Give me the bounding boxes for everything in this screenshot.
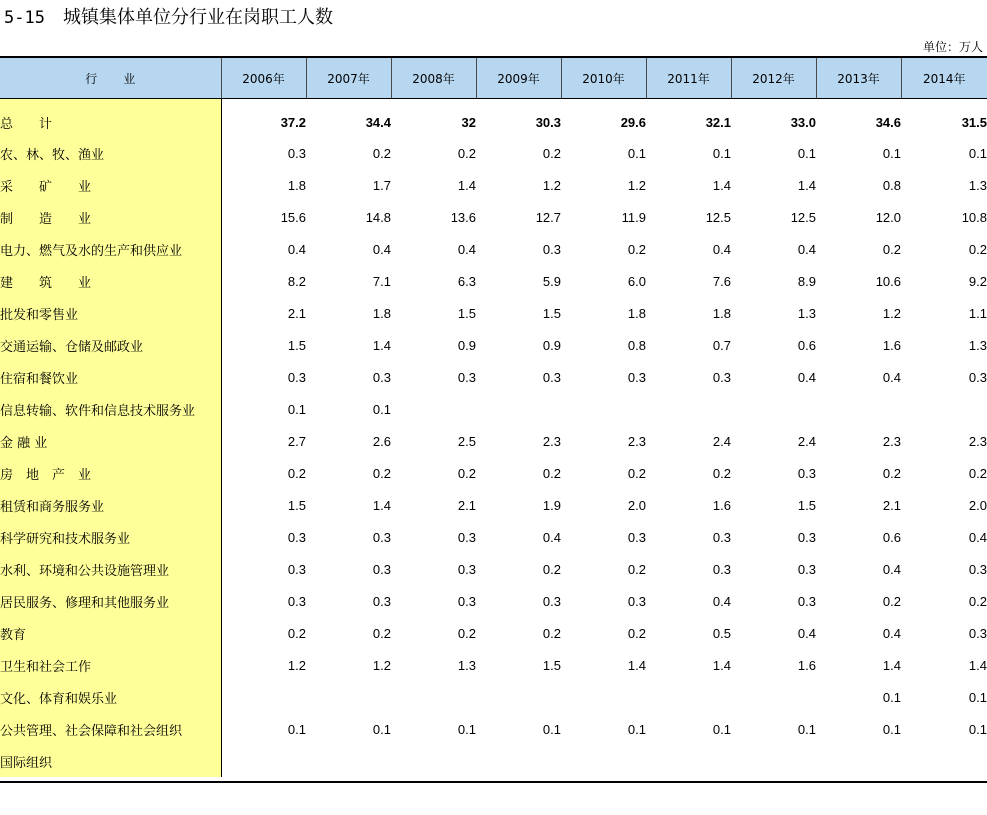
cell-value: 2.3 [627, 433, 646, 449]
cell-value: 7.6 [712, 273, 731, 289]
cell-value [816, 393, 901, 425]
cell-value: 1.8 [372, 305, 391, 321]
cell-value: 37.2 [280, 114, 306, 130]
cell-value: 1.5 [797, 497, 816, 513]
cell-value: 32 [461, 114, 476, 130]
cell-value: 8.2 [287, 273, 306, 289]
cell-value: 0.6 [882, 529, 901, 545]
cell-value [391, 681, 476, 713]
cell-value: 0.4 [712, 593, 731, 609]
cell-value: 0.1 [968, 689, 987, 705]
cell-value: 0.3 [797, 561, 816, 577]
cell-value: 0.3 [542, 369, 561, 385]
cell-value: 1.5 [542, 657, 561, 673]
cell-value: 0.2 [372, 145, 391, 161]
cell-value: 34.6 [875, 114, 901, 130]
cell-value: 1.2 [372, 657, 391, 673]
row-label: 制 造 业 [0, 201, 221, 233]
row-label: 国际组织 [0, 745, 221, 777]
cell-value: 12.0 [875, 209, 901, 225]
cell-value: 2.1 [457, 497, 476, 513]
table-number: 5-15 [4, 8, 45, 28]
cell-value [646, 393, 731, 425]
cell-value: 0.3 [457, 593, 476, 609]
cell-value: 0.2 [968, 241, 987, 257]
cell-value: 10.8 [961, 209, 987, 225]
cell-value [306, 681, 391, 713]
cell-value: 1.5 [287, 337, 306, 353]
row-label: 房 地 产 业 [0, 457, 221, 489]
row-label: 电力、燃气及水的生产和供应业 [0, 233, 221, 265]
row-label: 交通运输、仓储及邮政业 [0, 329, 221, 361]
cell-value: 0.3 [457, 529, 476, 545]
cell-value: 1.4 [882, 657, 901, 673]
cell-value: 1.5 [542, 305, 561, 321]
cell-value: 0.3 [542, 593, 561, 609]
table-row [0, 617, 987, 649]
cell-value: 0.3 [542, 241, 561, 257]
row-label: 水利、环境和公共设施管理业 [0, 553, 221, 585]
cell-value: 0.2 [712, 465, 731, 481]
table-row [0, 393, 987, 425]
cell-value: 34.4 [365, 114, 391, 130]
unit-label: 单位：万人 [922, 40, 983, 54]
table-row [0, 489, 987, 521]
row-label: 卫生和社会工作 [0, 649, 221, 681]
row-label: 租赁和商务服务业 [0, 489, 221, 521]
table-row [0, 201, 987, 233]
cell-value: 0.2 [457, 625, 476, 641]
cell-value [816, 745, 901, 777]
cell-value: 0.4 [797, 369, 816, 385]
cell-value: 1.1 [968, 305, 987, 321]
row-label: 批发和零售业 [0, 297, 221, 329]
header-year: 2008年 [391, 58, 476, 99]
cell-value: 0.4 [797, 625, 816, 641]
cell-value [731, 393, 816, 425]
cell-value: 6.3 [457, 273, 476, 289]
table-row [0, 169, 987, 201]
cell-value: 1.2 [627, 177, 646, 193]
row-label: 住宿和餐饮业 [0, 361, 221, 393]
cell-value: 0.3 [372, 593, 391, 609]
cell-value: 2.1 [882, 497, 901, 513]
row-label: 信息转输、软件和信息技术服务业 [0, 393, 221, 425]
cell-value: 0.2 [542, 625, 561, 641]
row-label: 农、林、牧、渔业 [0, 137, 221, 169]
cell-value: 0.4 [797, 241, 816, 257]
cell-value [646, 681, 731, 713]
table-row [0, 585, 987, 617]
cell-value: 0.4 [372, 241, 391, 257]
cell-value: 0.1 [287, 401, 306, 417]
cell-value: 0.3 [287, 529, 306, 545]
cell-value: 0.2 [542, 465, 561, 481]
table-row [0, 681, 987, 713]
cell-value: 0.1 [542, 721, 561, 737]
cell-value [731, 681, 816, 713]
cell-value: 1.4 [457, 177, 476, 193]
cell-value: 0.2 [372, 625, 391, 641]
cell-value: 2.0 [627, 497, 646, 513]
cell-value: 1.3 [968, 177, 987, 193]
cell-value [561, 393, 646, 425]
cell-value: 0.3 [968, 625, 987, 641]
cell-value: 12.7 [535, 209, 561, 225]
table-row [0, 329, 987, 361]
row-label: 公共管理、社会保障和社会组织 [0, 713, 221, 745]
row-label: 建 筑 业 [0, 265, 221, 297]
cell-value: 0.1 [882, 145, 901, 161]
header-year: 2009年 [476, 58, 561, 99]
cell-value: 0.4 [457, 241, 476, 257]
cell-value: 0.5 [712, 625, 731, 641]
cell-value: 2.3 [542, 433, 561, 449]
cell-value: 30.3 [535, 114, 561, 130]
header-year: 2014年 [901, 58, 987, 99]
cell-value: 0.3 [457, 561, 476, 577]
cell-value: 0.4 [287, 241, 306, 257]
cell-value: 1.2 [542, 177, 561, 193]
cell-value: 1.2 [882, 305, 901, 321]
cell-value: 32.1 [705, 114, 731, 130]
cell-value: 0.4 [882, 625, 901, 641]
cell-value: 0.2 [287, 465, 306, 481]
cell-value: 8.9 [797, 273, 816, 289]
cell-value: 0.3 [712, 369, 731, 385]
cell-value: 0.4 [882, 561, 901, 577]
table-row [0, 457, 987, 489]
cell-value: 1.6 [712, 497, 731, 513]
header-year: 2013年 [816, 58, 901, 99]
cell-value: 0.2 [457, 465, 476, 481]
row-label: 居民服务、修理和其他服务业 [0, 585, 221, 617]
cell-value: 0.2 [882, 593, 901, 609]
cell-value [561, 681, 646, 713]
table-row [0, 137, 987, 169]
header-year: 2007年 [306, 58, 391, 99]
cell-value: 0.3 [287, 145, 306, 161]
cell-value: 15.6 [280, 209, 306, 225]
cell-value: 2.3 [968, 433, 987, 449]
cell-value: 0.9 [457, 337, 476, 353]
header-industry: 行业 [0, 58, 221, 99]
cell-value: 0.2 [627, 241, 646, 257]
cell-value: 1.8 [287, 177, 306, 193]
cell-value: 0.2 [287, 625, 306, 641]
cell-value: 0.3 [372, 369, 391, 385]
cell-value: 0.2 [542, 561, 561, 577]
cell-value: 13.6 [450, 209, 476, 225]
cell-value: 2.5 [457, 433, 476, 449]
cell-value: 7.1 [372, 273, 391, 289]
cell-value: 5.9 [542, 273, 561, 289]
cell-value: 0.2 [968, 465, 987, 481]
cell-value [476, 745, 561, 777]
cell-value: 6.0 [627, 273, 646, 289]
cell-value: 0.1 [968, 721, 987, 737]
cell-value: 0.3 [287, 561, 306, 577]
cell-value [306, 745, 391, 777]
cell-value: 2.4 [712, 433, 731, 449]
cell-value: 0.3 [287, 369, 306, 385]
cell-value: 0.3 [797, 593, 816, 609]
cell-value: 1.4 [712, 177, 731, 193]
cell-value: 1.4 [372, 497, 391, 513]
cell-value: 1.6 [797, 657, 816, 673]
table-row [0, 233, 987, 265]
cell-value: 1.7 [372, 177, 391, 193]
cell-value: 0.2 [627, 465, 646, 481]
cell-value: 29.6 [620, 114, 646, 130]
header-year: 2011年 [646, 58, 731, 99]
table-row [0, 297, 987, 329]
cell-value: 1.6 [882, 337, 901, 353]
cell-value: 0.2 [882, 465, 901, 481]
cell-value: 12.5 [790, 209, 816, 225]
row-label: 金 融 业 [0, 425, 221, 457]
cell-value: 14.8 [365, 209, 391, 225]
cell-value: 2.4 [797, 433, 816, 449]
table-row [0, 361, 987, 393]
cell-value: 1.4 [372, 337, 391, 353]
cell-value: 0.1 [457, 721, 476, 737]
cell-value: 0.3 [372, 561, 391, 577]
cell-value: 0.6 [797, 337, 816, 353]
cell-value: 2.7 [287, 433, 306, 449]
table-title: 城镇集体单位分行业在岗职工人数 [62, 7, 333, 28]
cell-value: 0.4 [882, 369, 901, 385]
cell-value: 1.5 [457, 305, 476, 321]
cell-value: 0.3 [457, 369, 476, 385]
cell-value: 0.2 [542, 145, 561, 161]
cell-value: 0.1 [712, 145, 731, 161]
header-row [0, 58, 987, 99]
cell-value: 0.8 [627, 337, 646, 353]
table-body [0, 99, 987, 778]
table-row [0, 553, 987, 585]
cell-value: 0.3 [797, 529, 816, 545]
cell-value: 33.0 [790, 114, 816, 130]
cell-value: 2.3 [882, 433, 901, 449]
cell-value: 0.1 [968, 145, 987, 161]
row-label: 文化、体育和娱乐业 [0, 681, 221, 713]
table-row [0, 265, 987, 297]
cell-value: 0.2 [882, 241, 901, 257]
cell-value: 0.3 [372, 529, 391, 545]
cell-value: 0.1 [287, 721, 306, 737]
cell-value: 0.1 [797, 721, 816, 737]
cell-value [476, 681, 561, 713]
cell-value [901, 393, 987, 425]
cell-value: 0.3 [797, 465, 816, 481]
cell-value: 1.5 [287, 497, 306, 513]
cell-value: 1.4 [968, 657, 987, 673]
cell-value: 0.2 [372, 465, 391, 481]
cell-value: 0.4 [712, 241, 731, 257]
cell-value: 0.2 [457, 145, 476, 161]
cell-value: 1.4 [712, 657, 731, 673]
cell-value: 1.2 [287, 657, 306, 673]
cell-value: 0.4 [968, 529, 987, 545]
cell-value: 0.3 [287, 593, 306, 609]
cell-value [561, 745, 646, 777]
cell-value: 0.1 [797, 145, 816, 161]
table-row [0, 649, 987, 681]
total-row [0, 99, 987, 138]
cell-value: 0.1 [627, 145, 646, 161]
cell-value [221, 745, 306, 777]
row-label: 教育 [0, 617, 221, 649]
cell-value: 0.8 [882, 177, 901, 193]
cell-value: 1.3 [797, 305, 816, 321]
bottom-rule [0, 781, 987, 783]
cell-value: 1.9 [542, 497, 561, 513]
cell-value: 1.3 [457, 657, 476, 673]
cell-value [476, 393, 561, 425]
cell-value: 0.3 [627, 529, 646, 545]
cell-value: 0.2 [627, 625, 646, 641]
page-title [4, 6, 333, 30]
header-year: 2010年 [561, 58, 646, 99]
cell-value: 0.1 [712, 721, 731, 737]
row-label: 采 矿 业 [0, 169, 221, 201]
cell-value [221, 681, 306, 713]
cell-value [901, 745, 987, 777]
row-label: 科学研究和技术服务业 [0, 521, 221, 553]
cell-value [391, 745, 476, 777]
cell-value: 0.3 [712, 561, 731, 577]
cell-value: 0.3 [627, 369, 646, 385]
cell-value: 1.4 [797, 177, 816, 193]
cell-value: 0.3 [627, 593, 646, 609]
cell-value: 2.0 [968, 497, 987, 513]
cell-value: 0.3 [968, 369, 987, 385]
header-year: 2012年 [731, 58, 816, 99]
header-year: 2006年 [221, 58, 306, 99]
cell-value: 1.3 [968, 337, 987, 353]
row-label: 总 计 [0, 99, 221, 138]
cell-value: 0.9 [542, 337, 561, 353]
cell-value: 0.1 [882, 689, 901, 705]
table-row [0, 521, 987, 553]
data-table [0, 58, 987, 777]
cell-value: 0.2 [968, 593, 987, 609]
cell-value [731, 745, 816, 777]
cell-value: 31.5 [961, 114, 987, 130]
table-row [0, 713, 987, 745]
cell-value: 9.2 [968, 273, 987, 289]
cell-value: 2.6 [372, 433, 391, 449]
cell-value: 2.1 [287, 305, 306, 321]
cell-value: 0.1 [372, 721, 391, 737]
cell-value: 1.8 [712, 305, 731, 321]
cell-value: 1.8 [627, 305, 646, 321]
cell-value [646, 745, 731, 777]
cell-value: 10.6 [875, 273, 901, 289]
cell-value: 0.3 [968, 561, 987, 577]
cell-value: 12.5 [705, 209, 731, 225]
cell-value: 11.9 [621, 209, 646, 225]
cell-value: 0.2 [627, 561, 646, 577]
cell-value: 0.1 [372, 401, 391, 417]
cell-value: 0.1 [627, 721, 646, 737]
cell-value: 0.3 [712, 529, 731, 545]
table-row [0, 745, 987, 777]
cell-value: 0.4 [542, 529, 561, 545]
cell-value: 0.7 [712, 337, 731, 353]
cell-value [391, 393, 476, 425]
table-row [0, 425, 987, 457]
cell-value: 0.1 [882, 721, 901, 737]
cell-value: 1.4 [627, 657, 646, 673]
